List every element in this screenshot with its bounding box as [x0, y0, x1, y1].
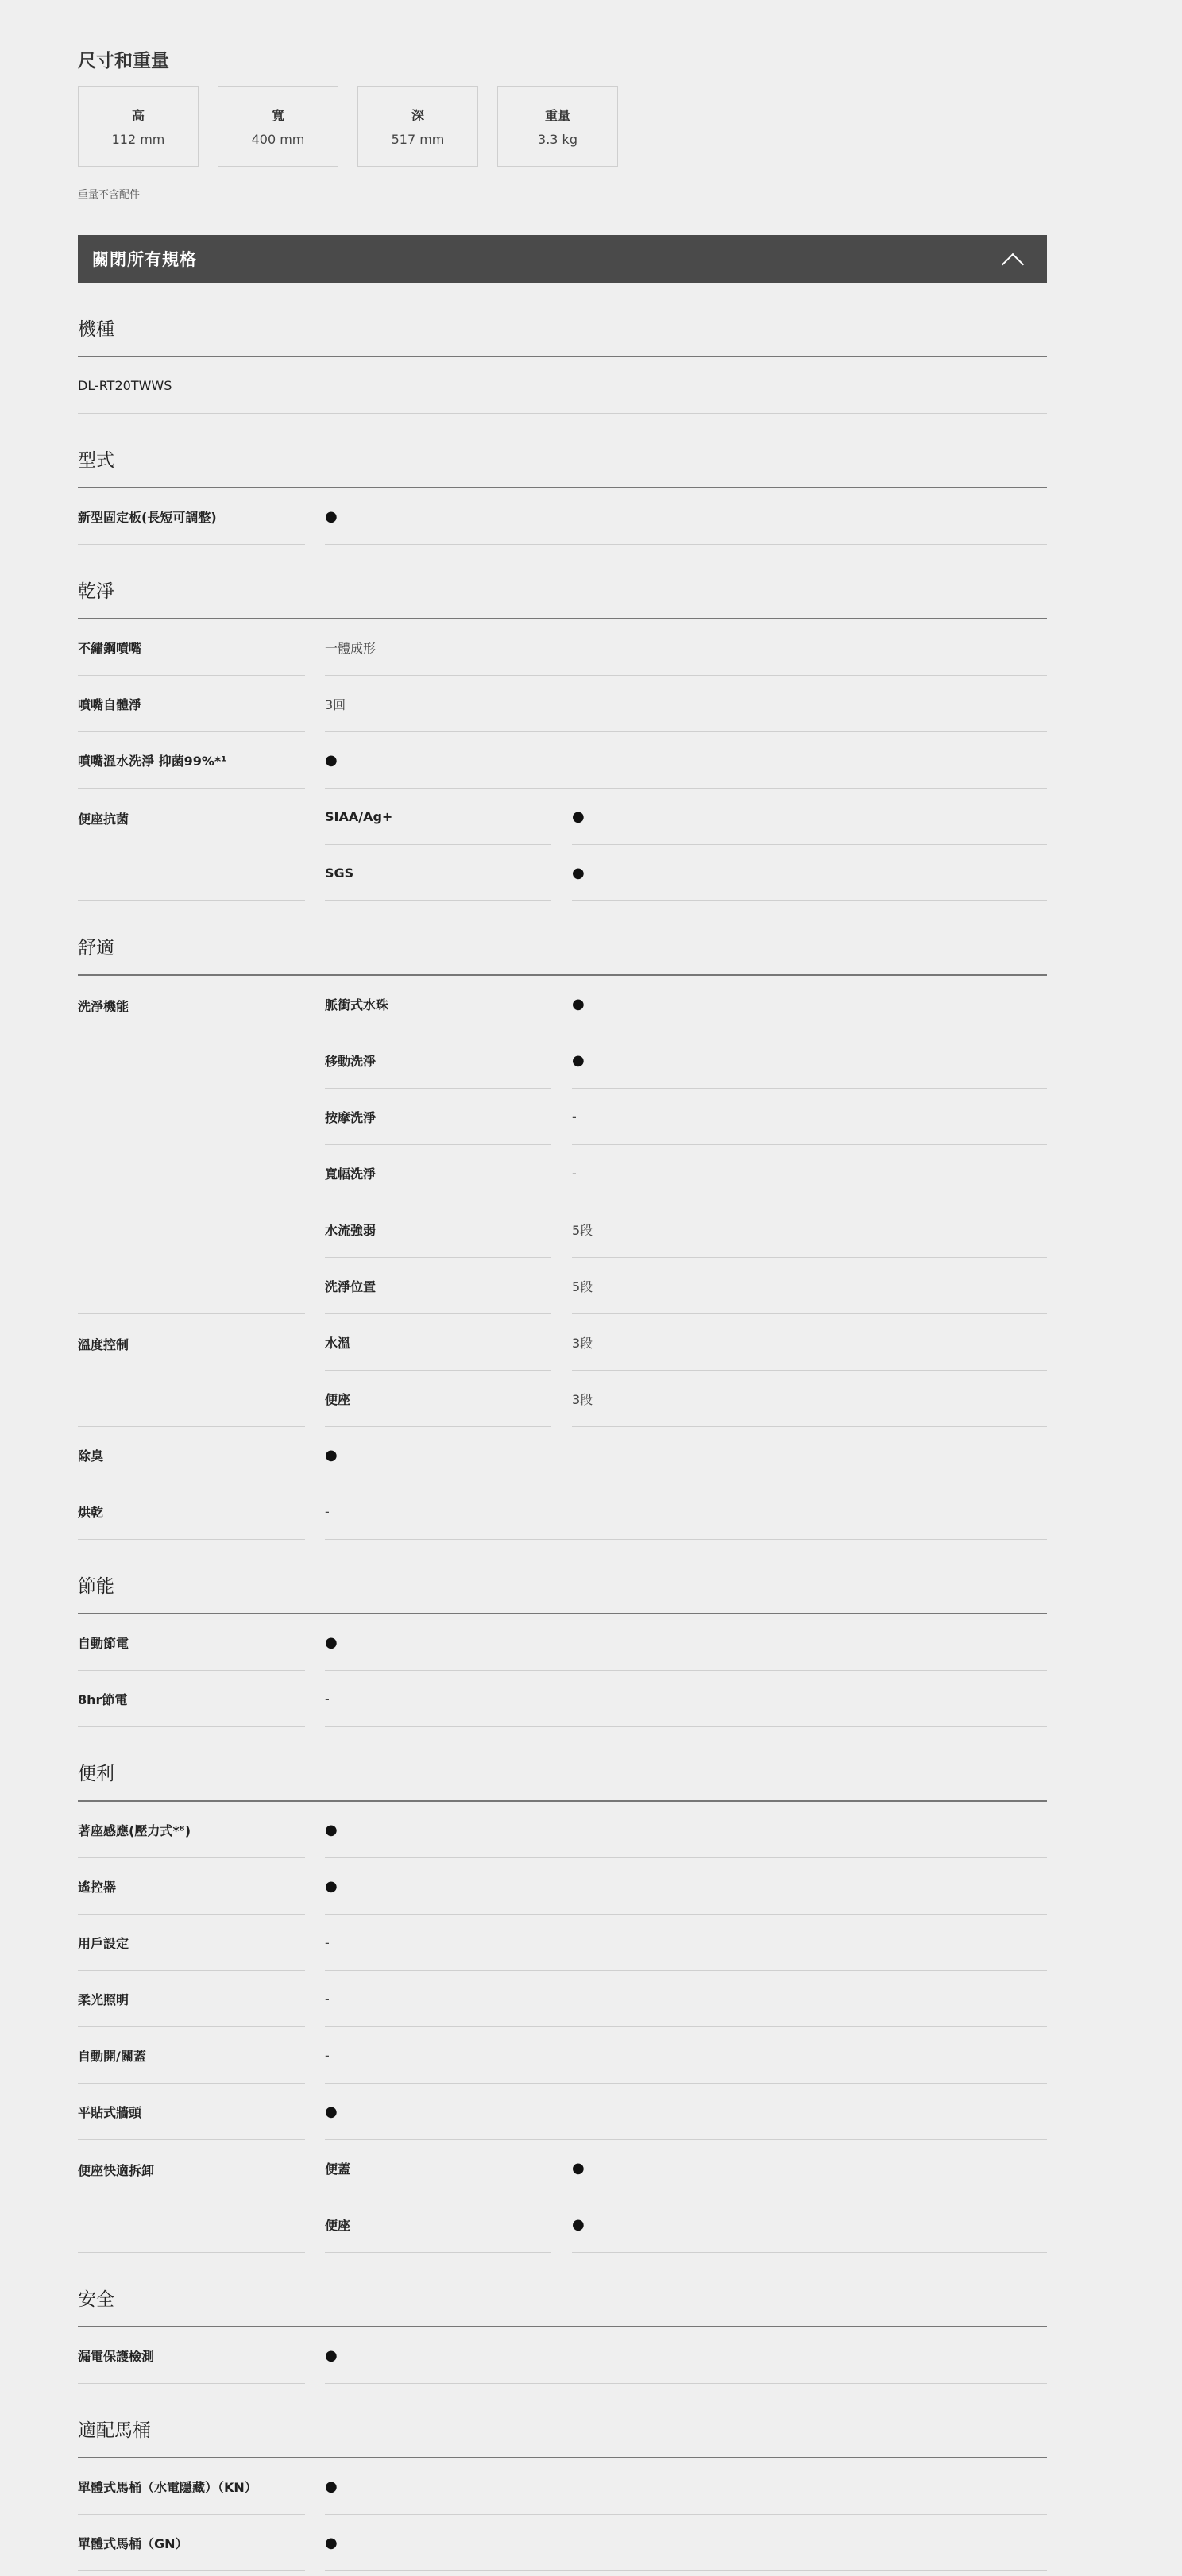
spec-row [78, 2027, 1047, 2084]
spec-sub-value: 5段 [572, 1201, 1047, 1258]
spec-row [78, 488, 1047, 545]
spec-row [78, 1915, 1047, 1971]
spec-sub-value: ● [572, 976, 1047, 1032]
spec-row [78, 1314, 1047, 1427]
spec-row [78, 619, 1047, 676]
spec-name: 柔光照明 [78, 1971, 305, 2027]
spec-name: 漏電保護檢測 [78, 2327, 305, 2384]
spec-name: 著座感應(壓力式*⁸) [78, 1802, 305, 1858]
spec-row [78, 1971, 1047, 2027]
dimension-weight [497, 86, 618, 167]
section-title: 型式 [78, 414, 1047, 488]
spec-value: - [325, 1483, 1047, 1540]
spec-sub-name: 便座 [325, 2196, 551, 2253]
spec-section [78, 545, 1047, 901]
spec-sub-name: SIAA/Ag+ [325, 789, 551, 845]
spec-value: ● [325, 732, 1047, 789]
spec-sub-name: 按摩洗淨 [325, 1089, 551, 1145]
section-title: 適配馬桶 [78, 2384, 1047, 2458]
spec-section [78, 414, 1047, 545]
spec-name: 自動開/關蓋 [78, 2027, 305, 2084]
spec-value: ● [325, 1858, 1047, 1915]
spec-value: ● [325, 488, 1047, 545]
spec-sub-value: ● [572, 2196, 1047, 2253]
spec-value: ● [325, 2515, 1047, 2571]
spec-sub-name: 便蓋 [325, 2140, 551, 2196]
spec-sub-value: ● [572, 2140, 1047, 2196]
spec-row [78, 2458, 1047, 2515]
spec-name: 噴嘴溫水洗淨 抑菌99%*¹ [78, 732, 305, 789]
spec-name: 平貼式牆頭 [78, 2084, 305, 2140]
spec-sub-name: 水流強弱 [325, 1201, 551, 1258]
spec-row [78, 789, 1047, 901]
spec-value: ● [325, 1802, 1047, 1858]
spec-name: 便座快適拆卸 [78, 2140, 305, 2253]
dimension-value: 112 mm [111, 132, 165, 147]
dimension-label: 深 [411, 108, 424, 123]
spec-name: 單體式馬桶（GN） [78, 2515, 305, 2571]
spec-sub-name: SGS [325, 845, 551, 901]
spec-name: 洗淨機能 [78, 976, 305, 1314]
chevron-up-icon [1002, 249, 1022, 268]
dimension-label: 高 [131, 108, 145, 123]
spec-row [78, 1858, 1047, 1915]
dimension-value: 400 mm [251, 132, 305, 147]
spec-name: 噴嘴自體淨 [78, 676, 305, 732]
spec-value: ● [325, 2327, 1047, 2384]
spec-row [78, 1802, 1047, 1858]
weight-note: 重量不含配件 [78, 189, 141, 201]
spec-section [78, 2384, 1047, 2571]
collapse-all-specs-label: 關閉所有規格 [92, 250, 197, 269]
spec-value: ● [325, 1614, 1047, 1671]
spec-sub-name: 洗淨位置 [325, 1258, 551, 1314]
spec-value: 3回 [325, 676, 1047, 732]
dimension-depth [357, 86, 478, 167]
dimension-value: 3.3 kg [538, 132, 577, 147]
spec-name: 除臭 [78, 1427, 305, 1483]
dimension-value: 517 mm [391, 132, 445, 147]
spec-section [78, 901, 1047, 1540]
spec-name: 8hr節電 [78, 1671, 305, 1727]
spec-row [78, 2327, 1047, 2384]
section-title: 機種 [78, 283, 1047, 357]
spec-sub-value: ● [572, 1032, 1047, 1089]
spec-name: 便座抗菌 [78, 789, 305, 901]
spec-sub-value: - [572, 1145, 1047, 1201]
spec-value: - [325, 1971, 1047, 2027]
dimension-label: 寬 [271, 108, 284, 123]
dimensions-title: 尺寸和重量 [78, 51, 169, 71]
spec-sub-value: ● [572, 789, 1047, 845]
spec-name: 自動節電 [78, 1614, 305, 1671]
spec-name: 單體式馬桶（水電隱藏）（KN） [78, 2458, 305, 2515]
spec-section [78, 283, 1047, 414]
dimension-label: 重量 [544, 108, 570, 123]
spec-value: ● [325, 2084, 1047, 2140]
collapse-all-specs-button[interactable] [78, 235, 1047, 283]
spec-sub-name: 移動洗淨 [325, 1032, 551, 1089]
spec-sub-name: 水溫 [325, 1314, 551, 1371]
spec-sub-value: ● [572, 845, 1047, 901]
spec-name: 遙控器 [78, 1858, 305, 1915]
spec-value: - [325, 1915, 1047, 1971]
spec-section [78, 1727, 1047, 2253]
spec-value: 一體成形 [325, 619, 1047, 676]
spec-row [78, 2515, 1047, 2571]
spec-row [78, 1671, 1047, 1727]
spec-sub-name: 便座 [325, 1371, 551, 1427]
section-title: 便利 [78, 1727, 1047, 1802]
spec-row [78, 357, 1047, 414]
spec-row [78, 976, 1047, 1314]
dimensions-row [78, 86, 618, 167]
spec-row [78, 2084, 1047, 2140]
spec-sub-name: 脈衝式水珠 [325, 976, 551, 1032]
spec-sub-name: 寬幅洗淨 [325, 1145, 551, 1201]
spec-table [78, 283, 1047, 2571]
spec-name: DL-RT20TWWS [78, 357, 1047, 414]
spec-row [78, 1483, 1047, 1540]
spec-value: ● [325, 1427, 1047, 1483]
spec-value: - [325, 2027, 1047, 2084]
spec-section [78, 2253, 1047, 2384]
spec-sub-value: 5段 [572, 1258, 1047, 1314]
spec-row [78, 732, 1047, 789]
spec-section [78, 1540, 1047, 1727]
section-title: 乾淨 [78, 545, 1047, 619]
dimension-height [78, 86, 199, 167]
section-title: 節能 [78, 1540, 1047, 1614]
spec-sub-value: - [572, 1089, 1047, 1145]
spec-name: 溫度控制 [78, 1314, 305, 1427]
spec-row [78, 676, 1047, 732]
spec-name: 不繡鋼噴嘴 [78, 619, 305, 676]
spec-name: 新型固定板(長短可調整) [78, 488, 305, 545]
spec-sub-value: 3段 [572, 1314, 1047, 1371]
spec-value: - [325, 1671, 1047, 1727]
section-title: 舒適 [78, 901, 1047, 976]
spec-row [78, 2140, 1047, 2253]
spec-sub-value: 3段 [572, 1371, 1047, 1427]
spec-name: 用戶設定 [78, 1915, 305, 1971]
dimension-width [218, 86, 338, 167]
spec-row [78, 1614, 1047, 1671]
spec-row [78, 1427, 1047, 1483]
spec-name: 烘乾 [78, 1483, 305, 1540]
section-title: 安全 [78, 2253, 1047, 2327]
spec-value: ● [325, 2458, 1047, 2515]
